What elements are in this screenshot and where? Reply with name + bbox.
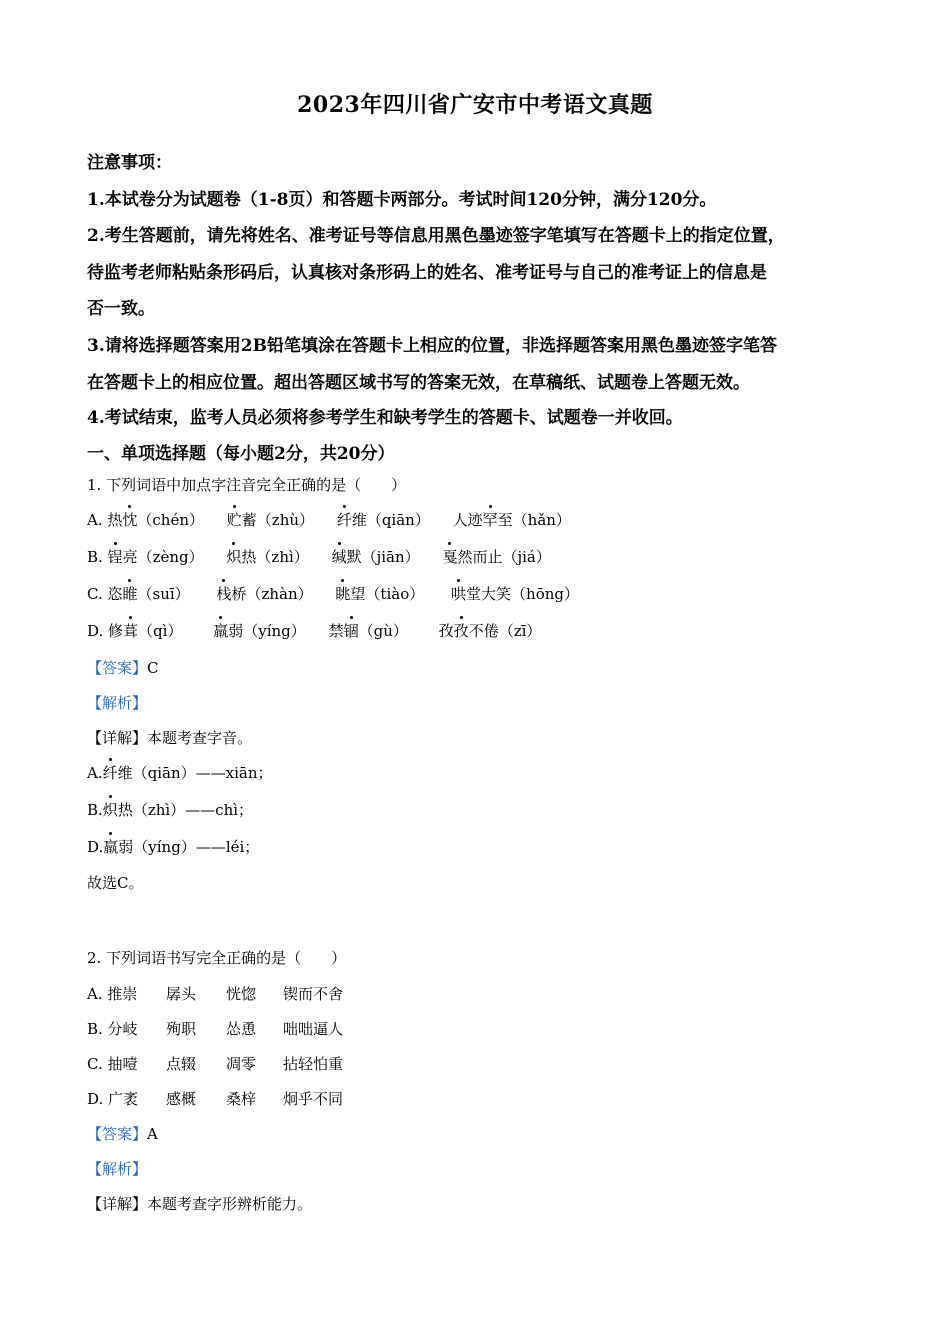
q1-option-c: C. 恣睢（suī） 栈桥（zhàn） 眺望（tiào） 哄堂大笑（hōng） bbox=[87, 585, 579, 603]
q1-answer: 【答案】C bbox=[87, 659, 159, 677]
answer-tag: 【答案】 bbox=[87, 659, 148, 677]
notice-line-3b: 在答题卡上的相应位置。超出答题区域书写的答案无效，在草稿纸、试题卷上答题无效。 bbox=[87, 373, 750, 393]
q2-option-word: 锲而不舍 bbox=[283, 985, 344, 1003]
notice-line-1: 1.本试卷分为试题卷（1-8页）和答题卡两部分。考试时间120分钟，满分120分。 bbox=[87, 190, 717, 210]
q1-stem: 1. 下列词语中加点字注音完全正确的是（ ） bbox=[87, 476, 407, 494]
q2-option-word: B. 分岐 bbox=[87, 1020, 138, 1038]
notice-line-2b: 待监考老师粘贴条形码后，认真核对条形码上的姓名、准考证号与自己的准考证上的信息是 bbox=[87, 263, 767, 283]
q2-option-word: 凋零 bbox=[226, 1055, 257, 1073]
notice-line-2a: 2.考生答题前，请先将姓名、准考证号等信息用黑色墨迹签字笔填写在答题卡上的指定位置， bbox=[87, 226, 785, 246]
q2-answer: 【答案】A bbox=[87, 1125, 158, 1143]
notice-line-4: 4.考试结束，监考人员必须将参考学生和缺考学生的答题卡、试题卷一并收回。 bbox=[87, 408, 683, 428]
notice-line-2c: 否一致。 bbox=[87, 299, 155, 319]
q1-conclusion: 故选C。 bbox=[87, 874, 144, 892]
q1-explain-b: B.炽热（zhì）——chì； bbox=[87, 801, 254, 819]
q2-option-word: 怂恿 bbox=[226, 1020, 257, 1038]
q2-option-word: 殉职 bbox=[166, 1020, 197, 1038]
q1-detail: 【详解】本题考查字音。 bbox=[87, 729, 253, 747]
q2-option-word: 拈轻怕重 bbox=[283, 1055, 344, 1073]
q2-option-word: 咄咄逼人 bbox=[283, 1020, 344, 1038]
q1-option-b: B. 锃亮（zèng） 炽热（zhì） 缄默（jiān） 戛然而止（jiá） bbox=[87, 548, 551, 566]
q1-option-a: A. 热忱（chén） 贮蓄（zhù） 纤维（qiān） 人迹罕至（hǎn） bbox=[87, 511, 571, 529]
q2-option-word: 恍惚 bbox=[226, 985, 257, 1003]
q2-option-word: 孱头 bbox=[166, 985, 197, 1003]
q2-detail: 【详解】本题考查字形辨析能力。 bbox=[87, 1195, 313, 1213]
notice-heading: 注意事项： bbox=[87, 153, 172, 173]
q2-option-word: D. 广袤 bbox=[87, 1090, 139, 1108]
q2-option-word: 点辍 bbox=[166, 1055, 197, 1073]
q2-option-word: 炯乎不同 bbox=[283, 1090, 344, 1108]
q1-explain-d: D.羸弱（yíng）——léi； bbox=[87, 838, 260, 856]
section-heading: 一、单项选择题（每小题2分，共20分） bbox=[87, 444, 395, 464]
q2-option-word: 桑梓 bbox=[226, 1090, 257, 1108]
q2-stem: 2. 下列词语书写完全正确的是（ ） bbox=[87, 949, 347, 967]
q1-option-d: D. 修葺（qì） 羸弱（yíng） 禁锢（gù） 孜孜不倦（zī） bbox=[87, 622, 542, 640]
q2-option-word: C. 抽噎 bbox=[87, 1055, 138, 1073]
q2-option-word: A. 推崇 bbox=[87, 985, 138, 1003]
q1-analysis-tag: 【解析】 bbox=[87, 694, 148, 712]
answer-tag: 【答案】 bbox=[87, 1125, 148, 1143]
q1-explain-a: A.纤维（qiān）——xiān； bbox=[87, 764, 273, 782]
q2-option-word: 感概 bbox=[166, 1090, 197, 1108]
q2-analysis-tag: 【解析】 bbox=[87, 1160, 148, 1178]
page-title: 2023年四川省广安市中考语文真题 bbox=[297, 92, 653, 118]
notice-line-3a: 3.请将选择题答案用2B铅笔填涂在答题卡上相应的位置，非选择题答案用黑色墨迹签字笔答 bbox=[87, 336, 777, 356]
